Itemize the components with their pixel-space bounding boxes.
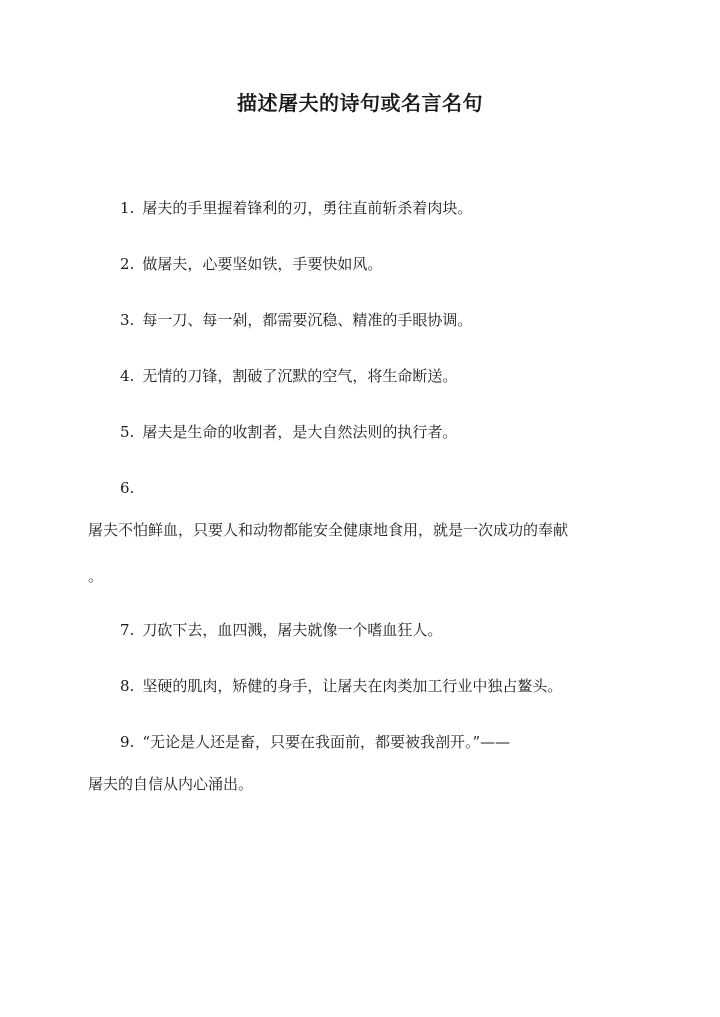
document-title: 描述屠夫的诗句或名言名句 bbox=[237, 91, 483, 115]
list-item-5 bbox=[120, 420, 457, 444]
list-item-8 bbox=[120, 674, 562, 698]
item-number: 8. bbox=[120, 677, 135, 695]
item-text: 刀砍下去，血四溅，屠夫就像一个嗜血狂人。 bbox=[142, 621, 443, 639]
list-item-6-continuation: 屠夫不怕鲜血，只要人和动物都能安全健康地食用，就是一次成功的奉献 bbox=[88, 521, 569, 539]
item-number: 3. bbox=[120, 311, 135, 329]
item-number: 5. bbox=[120, 423, 135, 441]
list-item-6-continuation-2: 。 bbox=[88, 567, 104, 585]
item-number: 4. bbox=[120, 367, 135, 385]
list-item-9-continuation: 屠夫的自信从内心涌出。 bbox=[88, 775, 254, 793]
item-text: “无论是人还是畜，只要在我面前，都要被我剖开。”—— bbox=[142, 733, 511, 751]
list-item-7 bbox=[120, 618, 442, 642]
item-text: 无情的刀锋，割破了沉默的空气，将生命断送。 bbox=[142, 367, 458, 385]
list-item-2 bbox=[120, 252, 382, 276]
item-number: 2. bbox=[120, 255, 135, 273]
item-text: 屠夫是生命的收割者，是大自然法则的执行者。 bbox=[142, 423, 458, 441]
item-text: 坚硬的肌肉，矫健的身手，让屠夫在肉类加工行业中独占鳌头。 bbox=[142, 677, 563, 695]
list-item-1 bbox=[120, 196, 472, 220]
item-number: 6. bbox=[120, 479, 135, 497]
item-text: 每一刀、每一剁，都需要沉稳、精准的手眼协调。 bbox=[142, 311, 473, 329]
list-item-9 bbox=[120, 730, 510, 754]
list-item-3 bbox=[120, 308, 472, 332]
item-number: 9. bbox=[120, 733, 135, 751]
item-number: 7. bbox=[120, 621, 135, 639]
item-text: 屠夫的手里握着锋利的刃，勇往直前斩杀着肉块。 bbox=[142, 199, 473, 217]
list-item-4 bbox=[120, 364, 457, 388]
list-item-6 bbox=[120, 476, 142, 500]
item-number: 1. bbox=[120, 199, 135, 217]
item-text: 做屠夫，心要坚如铁，手要快如风。 bbox=[142, 255, 383, 273]
